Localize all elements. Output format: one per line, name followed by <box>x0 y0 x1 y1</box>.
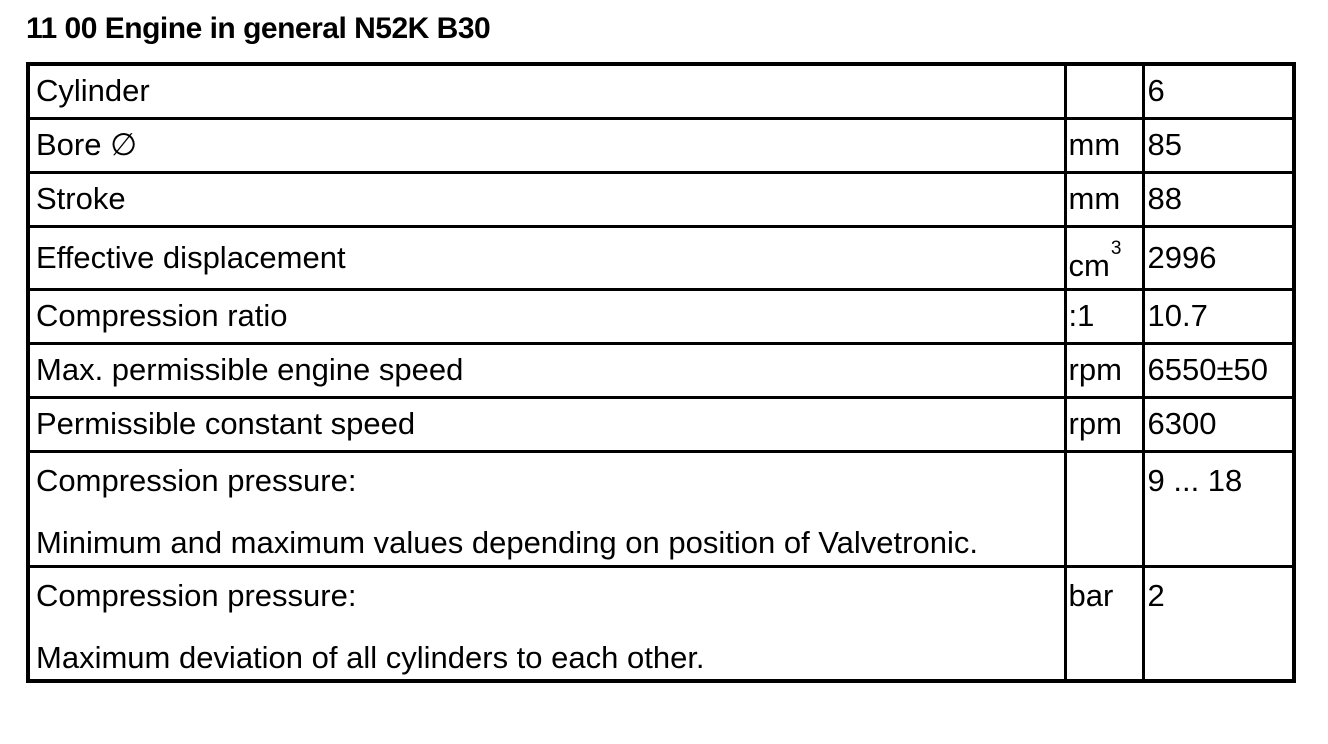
row-label: Cylinder <box>28 64 1065 118</box>
row-value: 6300 <box>1143 397 1294 451</box>
row-unit <box>1065 226 1143 289</box>
table-row-constant-speed <box>28 397 1294 451</box>
row-label-cell <box>28 566 1065 681</box>
row-value: 10.7 <box>1143 289 1294 343</box>
row-label: Compression pressure: <box>36 462 357 498</box>
table-row-cylinder <box>28 64 1294 118</box>
row-unit: bar <box>1065 566 1143 681</box>
row-label: Permissible constant speed <box>28 397 1065 451</box>
unit-base: cm <box>1068 248 1110 283</box>
row-unit: :1 <box>1065 289 1143 343</box>
table-row-compression-pressure-deviation <box>28 566 1294 681</box>
unit-superscript: 3 <box>1110 238 1122 259</box>
row-value: 88 <box>1143 172 1294 226</box>
table-row-displacement <box>28 226 1294 289</box>
row-unit <box>1065 64 1143 118</box>
table-row-compression-ratio <box>28 289 1294 343</box>
row-unit: mm <box>1065 172 1143 226</box>
row-unit: rpm <box>1065 397 1143 451</box>
row-value: 85 <box>1143 118 1294 172</box>
row-label: Stroke <box>28 172 1065 226</box>
table-row-compression-pressure-range <box>28 451 1294 566</box>
table-row-stroke <box>28 172 1294 226</box>
row-value: 6550±50 <box>1143 343 1294 397</box>
row-note: Minimum and maximum values depending on position of Valvetronic. <box>36 524 978 560</box>
row-unit: rpm <box>1065 343 1143 397</box>
row-value: 2 <box>1143 566 1294 681</box>
table-row-bore <box>28 118 1294 172</box>
row-label: Bore ∅ <box>28 118 1065 172</box>
row-note: Maximum deviation of all cylinders to each other. <box>36 639 705 675</box>
row-value: 2996 <box>1143 226 1294 289</box>
table-row-max-speed <box>28 343 1294 397</box>
row-label-cell <box>28 451 1065 566</box>
row-value: 6 <box>1143 64 1294 118</box>
row-unit <box>1065 451 1143 566</box>
document-title: 11 00 Engine in general N52K B30 <box>26 12 491 45</box>
row-label: Max. permissible engine speed <box>28 343 1065 397</box>
row-value: 9 ... 18 <box>1143 451 1294 566</box>
engine-spec-table <box>26 62 1296 683</box>
row-label: Compression ratio <box>28 289 1065 343</box>
row-label: Effective displacement <box>28 226 1065 289</box>
row-label: Compression pressure: <box>36 577 357 613</box>
row-unit: mm <box>1065 118 1143 172</box>
